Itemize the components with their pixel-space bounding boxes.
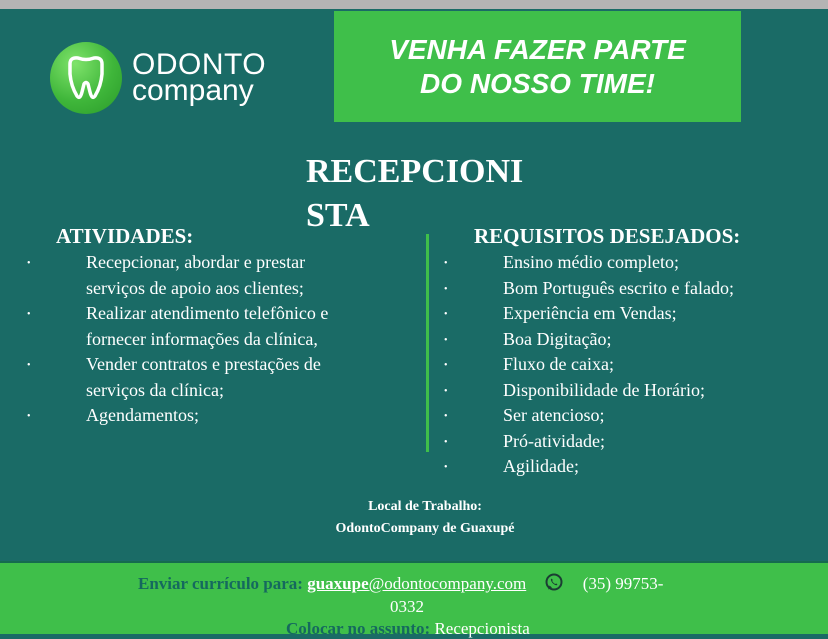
bullet-icon: • <box>444 334 448 346</box>
bullet-icon: • <box>444 283 448 295</box>
requisito-text: Bom Português escrito e falado; <box>503 277 734 298</box>
requisito-item <box>444 454 803 480</box>
work-location-label: Local de Trabalho: <box>368 499 482 514</box>
email-link[interactable] <box>307 574 526 593</box>
top-border <box>0 0 828 9</box>
atividade-line <box>27 352 386 378</box>
atividade-text: Recepcionar, abordar e prestar <box>86 252 306 272</box>
recruitment-banner <box>334 11 741 122</box>
logo-text-odonto: ODONTO <box>132 48 267 81</box>
requisito-text: Experiência em Vendas; <box>503 303 677 323</box>
contact-line <box>138 572 663 594</box>
logo-text-company: company <box>132 74 254 107</box>
requisito-text: Ser atencioso; <box>503 405 605 425</box>
requisito-item <box>444 403 803 429</box>
atividade-line <box>27 403 386 429</box>
requisito-text: Disponibilidade de Horário; <box>503 379 705 400</box>
atividade-line <box>86 327 386 353</box>
phone-number-part2: 0332 <box>390 597 424 616</box>
tooth-icon <box>50 42 122 114</box>
subject-value: Recepcionista <box>434 619 530 638</box>
atividade-line <box>86 276 386 302</box>
atividade-line <box>27 250 386 276</box>
atividade-text: Realizar atendimento telefônico e <box>86 303 329 323</box>
bullet-icon: • <box>444 360 448 371</box>
requisito-item <box>444 429 803 455</box>
contact-footer <box>0 561 828 638</box>
bullet-icon: • <box>444 309 448 320</box>
requisitos-list <box>444 250 803 480</box>
email-domain: @odontocompany.com <box>368 574 527 593</box>
atividade-text: Vender contratos e prestações de <box>86 354 321 374</box>
bullet-icon: • <box>27 360 31 371</box>
atividade-text: serviços de apoio aos clientes; <box>86 277 304 298</box>
requisito-text: Agilidade; <box>503 456 579 476</box>
job-title-line-2: STA <box>306 197 370 234</box>
requisito-text: Fluxo de caixa; <box>503 354 614 374</box>
bullet-icon: • <box>27 309 31 320</box>
requisito-text: Pró-atividade; <box>503 430 605 451</box>
bullet-icon: • <box>27 258 31 269</box>
requisito-text: Ensino médio completo; <box>503 252 679 272</box>
bullet-icon: • <box>444 462 448 473</box>
bullet-icon: • <box>444 258 448 269</box>
banner-line-2: DO NOSSO TIME! <box>420 68 655 99</box>
atividade-text: fornecer informações da clínica, <box>86 328 318 349</box>
bullet-icon: • <box>444 411 448 422</box>
requisito-item <box>444 327 803 353</box>
atividades-list <box>27 250 386 429</box>
requisito-item <box>444 352 803 378</box>
requisito-item <box>444 301 803 327</box>
requisitos-heading: REQUISITOS DESEJADOS: <box>474 224 741 248</box>
send-resume-label: Enviar currículo para: <box>138 574 303 593</box>
banner-line-1: VENHA FAZER PARTE <box>389 34 686 65</box>
subject-label: Colocar no assunto: <box>286 619 431 638</box>
atividade-text: serviços da clínica; <box>86 379 224 400</box>
job-title-line-1: RECEPCIONI <box>306 153 524 190</box>
requisito-item <box>444 250 803 276</box>
work-location-value: OdontoCompany de Guaxupé <box>335 521 515 536</box>
phone-number-part1: (35) 99753- <box>582 574 664 593</box>
odontocompany-logo <box>50 42 290 116</box>
requisito-item <box>444 276 803 302</box>
column-divider <box>426 234 429 452</box>
atividade-line <box>27 301 386 327</box>
atividades-heading: ATIVIDADES: <box>56 224 194 248</box>
bullet-icon: • <box>444 436 448 448</box>
requisito-text: Boa Digitação; <box>503 328 612 349</box>
whatsapp-icon <box>544 572 564 592</box>
bullet-icon: • <box>27 411 31 422</box>
bullet-icon: • <box>444 385 448 397</box>
atividade-line <box>86 378 386 404</box>
requisito-item <box>444 378 803 404</box>
email-user: guaxupe <box>307 574 369 593</box>
subject-line <box>286 619 530 639</box>
atividade-text: Agendamentos; <box>86 405 199 425</box>
